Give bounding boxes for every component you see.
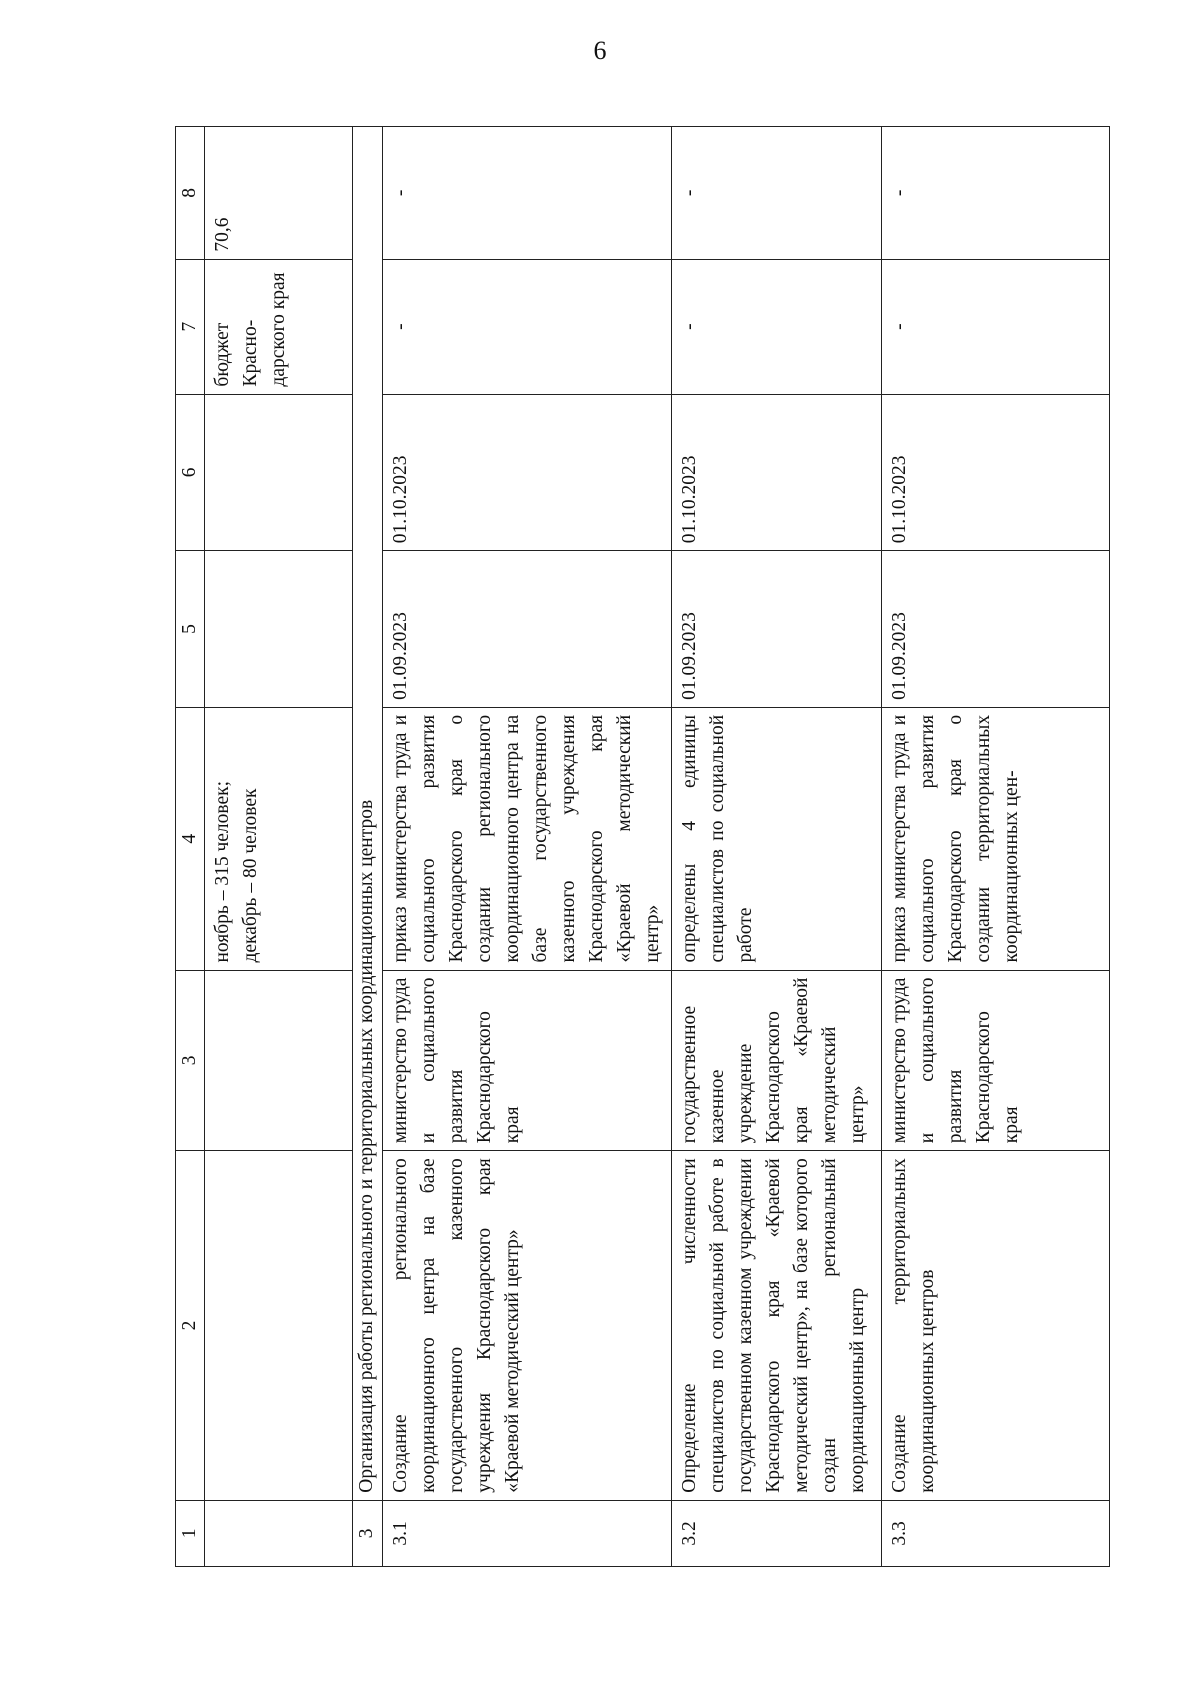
- row-result: приказ министерства труда и социального развития Краснодарского края о создании территориальных координационных цен-: [882, 707, 1110, 970]
- table-row: [383, 127, 672, 1567]
- header-col-4: 4: [176, 707, 205, 970]
- section-title: Организация работы регионального и территориальных координационных центров: [353, 127, 383, 1501]
- row-number: 3.2: [672, 1500, 882, 1566]
- plan-table: [175, 126, 1110, 1567]
- header-col-3: 3: [176, 970, 205, 1151]
- row-end-date: 01.10.2023: [882, 394, 1110, 551]
- header-col-7: 7: [176, 259, 205, 394]
- row-amount: -: [882, 127, 1110, 260]
- header-col-1: 1: [176, 1500, 205, 1566]
- header-col-6: 6: [176, 394, 205, 551]
- row-source: -: [882, 259, 1110, 394]
- header-col-2: 2: [176, 1151, 205, 1500]
- row-end-date: 01.10.2023: [672, 394, 882, 551]
- header-row: [176, 127, 205, 1567]
- row-event: Создание регионального координационного центра на базе государственного казенного учреждения Краснодарского края «Краевой методический центр»: [383, 1151, 672, 1500]
- row-number: 3.1: [383, 1500, 672, 1566]
- section-number: 3: [353, 1500, 383, 1566]
- cell-responsible: [205, 970, 353, 1151]
- row-responsible: министерство труда и социального развития Краснодарского края: [383, 970, 672, 1151]
- cell-result: ноябрь – 315 человек; декабрь – 80 человек: [205, 707, 353, 970]
- row-amount: -: [672, 127, 882, 260]
- row-number: 3.3: [882, 1500, 1110, 1566]
- cell-amount: 70,6: [205, 127, 353, 260]
- section-row: [353, 127, 383, 1567]
- row-amount: -: [383, 127, 672, 260]
- row-source: -: [383, 259, 672, 394]
- header-col-8: 8: [176, 127, 205, 260]
- row-responsible: государственное казенное учреждение Краснодарского края «Краевой методический центр»: [672, 970, 882, 1151]
- table-row: [672, 127, 882, 1567]
- rotated-table-container: [175, 126, 1110, 1567]
- row-start-date: 01.09.2023: [882, 551, 1110, 708]
- cell-event: [205, 1151, 353, 1500]
- cell-num: [205, 1500, 353, 1566]
- header-col-5: 5: [176, 551, 205, 708]
- cell-end: [205, 394, 353, 551]
- page-number: 6: [593, 36, 607, 65]
- row-event: Создание территориальных координационных центров: [882, 1151, 1110, 1500]
- row-result: приказ министерства труда и социального развития Краснодарского края о создании регионального координационного центра на базе государственного казенного учреждения Краснодарского края «Краевой методический центр»: [383, 707, 672, 970]
- row-start-date: 01.09.2023: [383, 551, 672, 708]
- table-row-previous: [205, 127, 353, 1567]
- row-start-date: 01.09.2023: [672, 551, 882, 708]
- row-event: Определение численности специалистов по социальной работе в государственном казенном учреждении Краснодарского края «Краевой методический центр», на базе которого создан региональный координационный центр: [672, 1151, 882, 1500]
- table-row: [882, 127, 1110, 1567]
- row-result: определены 4 единицы специалистов по социальной работе: [672, 707, 882, 970]
- cell-start: [205, 551, 353, 708]
- row-responsible: министерство труда и социального развития Краснодарского края: [882, 970, 1110, 1151]
- row-end-date: 01.10.2023: [383, 394, 672, 551]
- row-source: -: [672, 259, 882, 394]
- cell-source: бюджет Красно-дарского края: [205, 259, 353, 394]
